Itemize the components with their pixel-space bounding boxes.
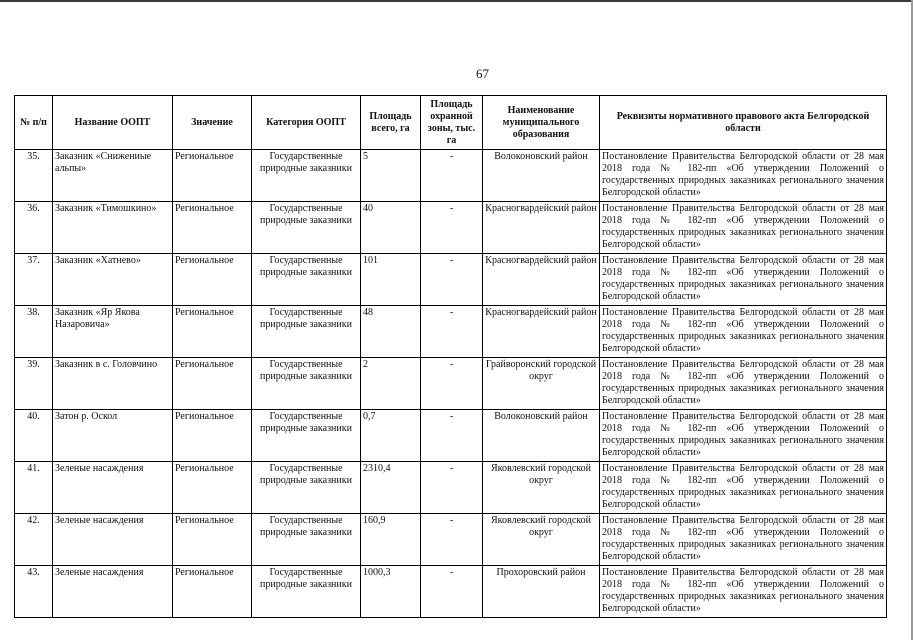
area-buffer-zone: - bbox=[421, 358, 483, 410]
area-significance: Региональное bbox=[173, 358, 252, 410]
area-name: Зеленые насаждения bbox=[53, 462, 173, 514]
table-row bbox=[15, 202, 887, 254]
area-category: Государственные природные заказники bbox=[252, 150, 361, 202]
area-name: Зеленые насаждения bbox=[53, 566, 173, 618]
legal-act: Постановление Правительства Белгородской области от 28 мая 2018 года № 182-пп «Об утверждении Положений о государственных природных заказниках регионального значения Белгородской области» bbox=[600, 566, 887, 618]
legal-act: Постановление Правительства Белгородской области от 28 мая 2018 года № 182-пп «Об утверждении Положений о государственных природных заказниках регионального значения Белгородской области» bbox=[600, 410, 887, 462]
area-category: Государственные природные заказники bbox=[252, 462, 361, 514]
table-header-row bbox=[15, 96, 887, 150]
table-row bbox=[15, 150, 887, 202]
table-row bbox=[15, 462, 887, 514]
area-category: Государственные природные заказники bbox=[252, 306, 361, 358]
table-row bbox=[15, 410, 887, 462]
area-buffer-zone: - bbox=[421, 202, 483, 254]
area-buffer-zone: - bbox=[421, 462, 483, 514]
area-significance: Региональное bbox=[173, 254, 252, 306]
table-row bbox=[15, 514, 887, 566]
area-significance: Региональное bbox=[173, 306, 252, 358]
header-legal-act: Реквизиты нормативного правового акта Белгородской области bbox=[600, 96, 887, 150]
area-significance: Региональное bbox=[173, 150, 252, 202]
header-buffer-zone: Площадь охранной зоны, тыс. га bbox=[421, 96, 483, 150]
header-municipality: Наименование муниципального образования bbox=[483, 96, 600, 150]
table-body bbox=[15, 150, 887, 618]
row-number: 37. bbox=[15, 254, 53, 306]
area-total: 40 bbox=[361, 202, 421, 254]
area-municipality: Яковлевский городской округ bbox=[483, 462, 600, 514]
legal-act: Постановление Правительства Белгородской области от 28 мая 2018 года № 182-пп «Об утверждении Положений о государственных природных заказниках регионального значения Белгородской области» bbox=[600, 150, 887, 202]
area-buffer-zone: - bbox=[421, 410, 483, 462]
legal-act: Постановление Правительства Белгородской области от 28 мая 2018 года № 182-пп «Об утверждении Положений о государственных природных заказниках регионального значения Белгородской области» bbox=[600, 462, 887, 514]
table-row bbox=[15, 254, 887, 306]
area-total: 48 bbox=[361, 306, 421, 358]
header-significance: Значение bbox=[173, 96, 252, 150]
scan-edge-top bbox=[0, 0, 913, 2]
area-category: Государственные природные заказники bbox=[252, 514, 361, 566]
area-total: 0,7 bbox=[361, 410, 421, 462]
area-name: Заказник «Хатнево» bbox=[53, 254, 173, 306]
row-number: 42. bbox=[15, 514, 53, 566]
area-municipality: Красногвардейский район bbox=[483, 254, 600, 306]
page-number: 67 bbox=[476, 66, 489, 81]
area-buffer-zone: - bbox=[421, 254, 483, 306]
area-municipality: Волоконовский район bbox=[483, 410, 600, 462]
area-category: Государственные природные заказники bbox=[252, 566, 361, 618]
legal-act: Постановление Правительства Белгородской области от 28 мая 2018 года № 182-пп «Об утверждении Положений о государственных природных заказниках регионального значения Белгородской области» bbox=[600, 306, 887, 358]
area-buffer-zone: - bbox=[421, 566, 483, 618]
protected-areas-table bbox=[14, 95, 887, 618]
header-num: № п/п bbox=[15, 96, 53, 150]
row-number: 40. bbox=[15, 410, 53, 462]
table-row bbox=[15, 566, 887, 618]
area-total: 5 bbox=[361, 150, 421, 202]
header-area: Площадь всего, га bbox=[361, 96, 421, 150]
area-municipality: Красногвардейский район bbox=[483, 202, 600, 254]
area-total: 2310,4 bbox=[361, 462, 421, 514]
area-name: Заказник «Тимошкино» bbox=[53, 202, 173, 254]
table-row bbox=[15, 306, 887, 358]
row-number: 39. bbox=[15, 358, 53, 410]
row-number: 35. bbox=[15, 150, 53, 202]
area-category: Государственные природные заказники bbox=[252, 358, 361, 410]
row-number: 36. bbox=[15, 202, 53, 254]
area-significance: Региональное bbox=[173, 202, 252, 254]
legal-act: Постановление Правительства Белгородской области от 28 мая 2018 года № 182-пп «Об утверждении Положений о государственных природных заказниках регионального значения Белгородской области» bbox=[600, 202, 887, 254]
area-total: 1000,3 bbox=[361, 566, 421, 618]
area-municipality: Яковлевский городской округ bbox=[483, 514, 600, 566]
area-municipality: Грайворонский городской округ bbox=[483, 358, 600, 410]
row-number: 38. bbox=[15, 306, 53, 358]
area-municipality: Волоконовский район bbox=[483, 150, 600, 202]
area-total: 2 bbox=[361, 358, 421, 410]
area-name: Заказник «Снижениые альпы» bbox=[53, 150, 173, 202]
area-buffer-zone: - bbox=[421, 514, 483, 566]
area-significance: Региональное bbox=[173, 462, 252, 514]
area-significance: Региональное bbox=[173, 566, 252, 618]
legal-act: Постановление Правительства Белгородской области от 28 мая 2018 года № 182-пп «Об утверждении Положений о государственных природных заказниках регионального значения Белгородской области» bbox=[600, 358, 887, 410]
area-category: Государственные природные заказники bbox=[252, 410, 361, 462]
legal-act: Постановление Правительства Белгородской области от 28 мая 2018 года № 182-пп «Об утверждении Положений о государственных природных заказниках регионального значения Белгородской области» bbox=[600, 514, 887, 566]
area-buffer-zone: - bbox=[421, 306, 483, 358]
row-number: 43. bbox=[15, 566, 53, 618]
header-name: Название ООПТ bbox=[53, 96, 173, 150]
area-municipality: Прохоровский район bbox=[483, 566, 600, 618]
area-total: 160,9 bbox=[361, 514, 421, 566]
area-total: 101 bbox=[361, 254, 421, 306]
row-number: 41. bbox=[15, 462, 53, 514]
table-row bbox=[15, 358, 887, 410]
area-name: Заказник в с. Головчино bbox=[53, 358, 173, 410]
area-buffer-zone: - bbox=[421, 150, 483, 202]
area-significance: Региональное bbox=[173, 410, 252, 462]
legal-act: Постановление Правительства Белгородской области от 28 мая 2018 года № 182-пп «Об утверждении Положений о государственных природных заказниках регионального значения Белгородской области» bbox=[600, 254, 887, 306]
area-name: Зеленые насаждения bbox=[53, 514, 173, 566]
area-category: Государственные природные заказники bbox=[252, 202, 361, 254]
header-category: Категория ООПТ bbox=[252, 96, 361, 150]
area-name: Заказник «Яр Якова Назаровича» bbox=[53, 306, 173, 358]
area-category: Государственные природные заказники bbox=[252, 254, 361, 306]
area-municipality: Красногвардейский район bbox=[483, 306, 600, 358]
area-name: Затон р. Оскол bbox=[53, 410, 173, 462]
area-significance: Региональное bbox=[173, 514, 252, 566]
